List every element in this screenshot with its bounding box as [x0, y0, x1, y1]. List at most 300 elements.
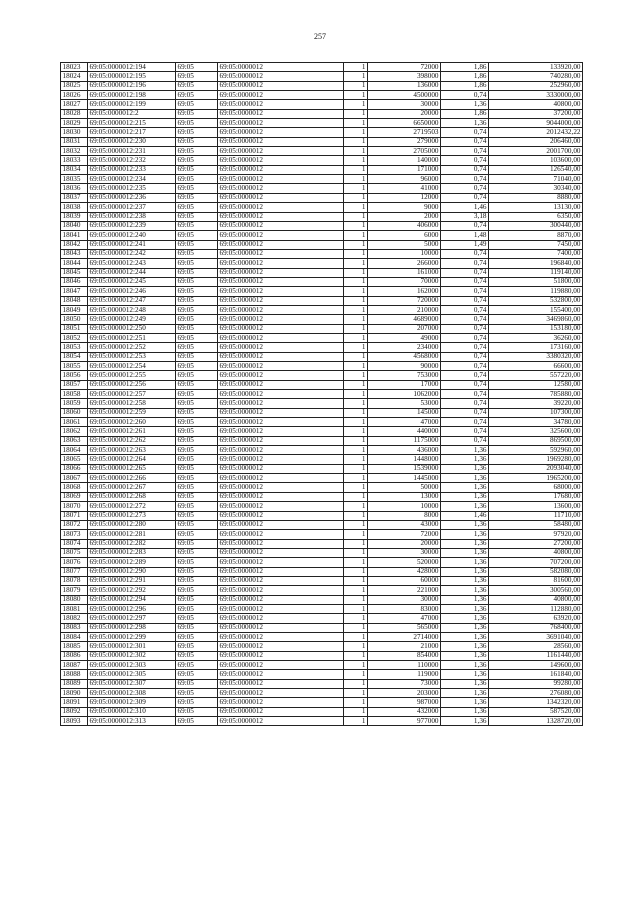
district-code-cell: 69:05 [176, 231, 218, 240]
cadastral-number-cell: 69:05:0000012:230 [88, 137, 176, 146]
cadastral-block-cell: 69:05:0000012 [218, 511, 344, 520]
cadastral-block-cell: 69:05:0000012 [218, 464, 344, 473]
count-cell: 1 [344, 147, 368, 156]
table-row [61, 343, 583, 352]
row-number-cell: 18065 [61, 455, 88, 464]
table-row [61, 324, 583, 333]
cadastral-value-cell: 206460,00 [489, 137, 583, 146]
count-cell: 1 [344, 240, 368, 249]
cadastral-number-cell: 69:05:0000012:253 [88, 352, 176, 361]
area-cell: 30000 [368, 100, 441, 109]
row-number-cell: 18059 [61, 399, 88, 408]
cadastral-value-cell: 34780,00 [489, 418, 583, 427]
table-row [61, 642, 583, 651]
row-number-cell: 18039 [61, 212, 88, 221]
district-code-cell: 69:05 [176, 558, 218, 567]
count-cell: 1 [344, 324, 368, 333]
cadastral-value-cell: 7450,00 [489, 240, 583, 249]
count-cell: 1 [344, 698, 368, 707]
coefficient-cell: 0,74 [441, 390, 489, 399]
coefficient-cell: 1,36 [441, 586, 489, 595]
coefficient-cell: 1,36 [441, 595, 489, 604]
coefficient-cell: 1,36 [441, 689, 489, 698]
count-cell: 1 [344, 670, 368, 679]
row-number-cell: 18070 [61, 502, 88, 511]
cadastral-block-cell: 69:05:0000012 [218, 184, 344, 193]
count-cell: 1 [344, 661, 368, 670]
count-cell: 1 [344, 511, 368, 520]
table-row [61, 455, 583, 464]
cadastral-value-table [60, 62, 583, 726]
coefficient-cell: 1,36 [441, 642, 489, 651]
district-code-cell: 69:05 [176, 502, 218, 511]
coefficient-cell: 1,86 [441, 109, 489, 118]
count-cell: 1 [344, 203, 368, 212]
cadastral-value-cell: 3691040,00 [489, 632, 583, 641]
area-cell: 161000 [368, 268, 441, 277]
area-cell: 13000 [368, 492, 441, 501]
cadastral-number-cell: 69:05:0000012:195 [88, 72, 176, 81]
coefficient-cell: 0,74 [441, 343, 489, 352]
count-cell: 1 [344, 165, 368, 174]
district-code-cell: 69:05 [176, 333, 218, 342]
count-cell: 1 [344, 175, 368, 184]
cadastral-number-cell: 69:05:0000012:302 [88, 651, 176, 660]
cadastral-number-cell: 69:05:0000012:281 [88, 530, 176, 539]
coefficient-cell: 1,36 [441, 614, 489, 623]
area-cell: 234000 [368, 343, 441, 352]
area-cell: 83000 [368, 604, 441, 613]
cadastral-value-cell: 582080,00 [489, 567, 583, 576]
cadastral-value-cell: 592960,00 [489, 446, 583, 455]
area-cell: 987000 [368, 698, 441, 707]
cadastral-number-cell: 69:05:0000012:217 [88, 128, 176, 137]
area-cell: 1062000 [368, 390, 441, 399]
cadastral-block-cell: 69:05:0000012 [218, 380, 344, 389]
cadastral-number-cell: 69:05:0000012:236 [88, 193, 176, 202]
cadastral-number-cell: 69:05:0000012:309 [88, 698, 176, 707]
area-cell: 47000 [368, 418, 441, 427]
area-cell: 5000 [368, 240, 441, 249]
cadastral-block-cell: 69:05:0000012 [218, 390, 344, 399]
coefficient-cell: 1,36 [441, 558, 489, 567]
district-code-cell: 69:05 [176, 698, 218, 707]
cadastral-number-cell: 69:05:0000012:251 [88, 333, 176, 342]
cadastral-number-cell: 69:05:0000012:268 [88, 492, 176, 501]
row-number-cell: 18081 [61, 604, 88, 613]
cadastral-block-cell: 69:05:0000012 [218, 259, 344, 268]
row-number-cell: 18069 [61, 492, 88, 501]
cadastral-value-cell: 707200,00 [489, 558, 583, 567]
cadastral-block-cell: 69:05:0000012 [218, 502, 344, 511]
cadastral-number-cell: 69:05:0000012:267 [88, 483, 176, 492]
area-cell: 6650000 [368, 119, 441, 128]
area-cell: 520000 [368, 558, 441, 567]
coefficient-cell: 1,36 [441, 698, 489, 707]
count-cell: 1 [344, 156, 368, 165]
count-cell: 1 [344, 586, 368, 595]
cadastral-value-cell: 785880,00 [489, 390, 583, 399]
cadastral-number-cell: 69:05:0000012:261 [88, 427, 176, 436]
cadastral-value-cell: 155400,00 [489, 305, 583, 314]
area-cell: 2705000 [368, 147, 441, 156]
row-number-cell: 18055 [61, 362, 88, 371]
row-number-cell: 18048 [61, 296, 88, 305]
count-cell: 1 [344, 91, 368, 100]
coefficient-cell: 1,36 [441, 455, 489, 464]
cadastral-block-cell: 69:05:0000012 [218, 530, 344, 539]
coefficient-cell: 0,74 [441, 193, 489, 202]
table-row [61, 240, 583, 249]
page-number: 257 [314, 32, 326, 41]
count-cell: 1 [344, 539, 368, 548]
count-cell: 1 [344, 623, 368, 632]
row-number-cell: 18030 [61, 128, 88, 137]
area-cell: 30000 [368, 595, 441, 604]
count-cell: 1 [344, 632, 368, 641]
district-code-cell: 69:05 [176, 446, 218, 455]
cadastral-block-cell: 69:05:0000012 [218, 492, 344, 501]
table-row [61, 100, 583, 109]
cadastral-number-cell: 69:05:0000012:273 [88, 511, 176, 520]
area-cell: 4568000 [368, 352, 441, 361]
cadastral-number-cell: 69:05:0000012:260 [88, 418, 176, 427]
table-row [61, 539, 583, 548]
cadastral-block-cell: 69:05:0000012 [218, 109, 344, 118]
district-code-cell: 69:05 [176, 651, 218, 660]
count-cell: 1 [344, 427, 368, 436]
cadastral-value-cell: 768400,00 [489, 623, 583, 632]
cadastral-value-cell: 8880,00 [489, 193, 583, 202]
count-cell: 1 [344, 343, 368, 352]
coefficient-cell: 0,74 [441, 184, 489, 193]
count-cell: 1 [344, 455, 368, 464]
area-cell: 2714000 [368, 632, 441, 641]
cadastral-block-cell: 69:05:0000012 [218, 679, 344, 688]
cadastral-block-cell: 69:05:0000012 [218, 642, 344, 651]
area-cell: 136000 [368, 81, 441, 90]
cadastral-block-cell: 69:05:0000012 [218, 324, 344, 333]
cadastral-number-cell: 69:05:0000012:280 [88, 520, 176, 529]
count-cell: 1 [344, 520, 368, 529]
district-code-cell: 69:05 [176, 119, 218, 128]
district-code-cell: 69:05 [176, 595, 218, 604]
area-cell: 21000 [368, 642, 441, 651]
count-cell: 1 [344, 408, 368, 417]
coefficient-cell: 1,36 [441, 632, 489, 641]
area-cell: 279000 [368, 137, 441, 146]
area-cell: 47000 [368, 614, 441, 623]
cadastral-value-cell: 3380320,00 [489, 352, 583, 361]
area-cell: 43000 [368, 520, 441, 529]
count-cell: 1 [344, 483, 368, 492]
row-number-cell: 18078 [61, 576, 88, 585]
cadastral-block-cell: 69:05:0000012 [218, 249, 344, 258]
row-number-cell: 18086 [61, 651, 88, 660]
area-cell: 6000 [368, 231, 441, 240]
cadastral-number-cell: 69:05:0000012:257 [88, 390, 176, 399]
cadastral-number-cell: 69:05:0000012:2 [88, 109, 176, 118]
area-cell: 49000 [368, 333, 441, 342]
coefficient-cell: 1,46 [441, 511, 489, 520]
cadastral-block-cell: 69:05:0000012 [218, 240, 344, 249]
table-row [61, 548, 583, 557]
count-cell: 1 [344, 380, 368, 389]
count-cell: 1 [344, 707, 368, 716]
table-row [61, 268, 583, 277]
area-cell: 1539000 [368, 464, 441, 473]
coefficient-cell: 1,36 [441, 492, 489, 501]
cadastral-number-cell: 69:05:0000012:310 [88, 707, 176, 716]
coefficient-cell: 0,74 [441, 137, 489, 146]
count-cell: 1 [344, 576, 368, 585]
count-cell: 1 [344, 642, 368, 651]
table-row [61, 427, 583, 436]
cadastral-value-cell: 11710,00 [489, 511, 583, 520]
coefficient-cell: 1,86 [441, 63, 489, 72]
district-code-cell: 69:05 [176, 268, 218, 277]
coefficient-cell: 0,74 [441, 165, 489, 174]
table-row [61, 651, 583, 660]
table-row [61, 305, 583, 314]
table-row [61, 109, 583, 118]
table-row [61, 380, 583, 389]
coefficient-cell: 0,74 [441, 175, 489, 184]
row-number-cell: 18073 [61, 530, 88, 539]
count-cell: 1 [344, 651, 368, 660]
count-cell: 1 [344, 63, 368, 72]
coefficient-cell: 1,46 [441, 203, 489, 212]
row-number-cell: 18063 [61, 436, 88, 445]
table-row [61, 277, 583, 286]
cadastral-number-cell: 69:05:0000012:289 [88, 558, 176, 567]
coefficient-cell: 0,74 [441, 418, 489, 427]
row-number-cell: 18074 [61, 539, 88, 548]
area-cell: 171000 [368, 165, 441, 174]
count-cell: 1 [344, 72, 368, 81]
table-row [61, 707, 583, 716]
cadastral-value-cell: 40800,00 [489, 595, 583, 604]
cadastral-number-cell: 69:05:0000012:241 [88, 240, 176, 249]
cadastral-block-cell: 69:05:0000012 [218, 689, 344, 698]
district-code-cell: 69:05 [176, 679, 218, 688]
table-row [61, 249, 583, 258]
coefficient-cell: 0,74 [441, 296, 489, 305]
table-row [61, 221, 583, 230]
cadastral-value-cell: 51800,00 [489, 277, 583, 286]
row-number-cell: 18087 [61, 661, 88, 670]
cadastral-block-cell: 69:05:0000012 [218, 305, 344, 314]
row-number-cell: 18076 [61, 558, 88, 567]
table-row [61, 137, 583, 146]
count-cell: 1 [344, 221, 368, 230]
cadastral-value-cell: 39220,00 [489, 399, 583, 408]
cadastral-number-cell: 69:05:0000012:246 [88, 287, 176, 296]
cadastral-block-cell: 69:05:0000012 [218, 72, 344, 81]
area-cell: 110000 [368, 661, 441, 670]
cadastral-number-cell: 69:05:0000012:290 [88, 567, 176, 576]
cadastral-value-cell: 2001700,00 [489, 147, 583, 156]
cadastral-number-cell: 69:05:0000012:291 [88, 576, 176, 585]
row-number-cell: 18071 [61, 511, 88, 520]
area-cell: 436000 [368, 446, 441, 455]
cadastral-block-cell: 69:05:0000012 [218, 446, 344, 455]
row-number-cell: 18092 [61, 707, 88, 716]
table-row [61, 502, 583, 511]
cadastral-number-cell: 69:05:0000012:294 [88, 595, 176, 604]
row-number-cell: 18023 [61, 63, 88, 72]
coefficient-cell: 0,74 [441, 380, 489, 389]
district-code-cell: 69:05 [176, 305, 218, 314]
cadastral-block-cell: 69:05:0000012 [218, 371, 344, 380]
cadastral-block-cell: 69:05:0000012 [218, 595, 344, 604]
area-cell: 753000 [368, 371, 441, 380]
coefficient-cell: 1,48 [441, 231, 489, 240]
cadastral-number-cell: 69:05:0000012:233 [88, 165, 176, 174]
table-row [61, 567, 583, 576]
count-cell: 1 [344, 333, 368, 342]
row-number-cell: 18036 [61, 184, 88, 193]
cadastral-block-cell: 69:05:0000012 [218, 436, 344, 445]
coefficient-cell: 0,74 [441, 427, 489, 436]
cadastral-block-cell: 69:05:0000012 [218, 128, 344, 137]
cadastral-value-cell: 40800,00 [489, 548, 583, 557]
cadastral-block-cell: 69:05:0000012 [218, 333, 344, 342]
count-cell: 1 [344, 296, 368, 305]
cadastral-value-cell: 557220,00 [489, 371, 583, 380]
area-cell: 96000 [368, 175, 441, 184]
row-number-cell: 18075 [61, 548, 88, 557]
district-code-cell: 69:05 [176, 548, 218, 557]
table-row [61, 446, 583, 455]
coefficient-cell: 1,36 [441, 679, 489, 688]
cadastral-block-cell: 69:05:0000012 [218, 362, 344, 371]
cadastral-block-cell: 69:05:0000012 [218, 474, 344, 483]
table-row [61, 689, 583, 698]
cadastral-number-cell: 69:05:0000012:299 [88, 632, 176, 641]
cadastral-value-cell: 7400,00 [489, 249, 583, 258]
row-number-cell: 18028 [61, 109, 88, 118]
count-cell: 1 [344, 492, 368, 501]
count-cell: 1 [344, 558, 368, 567]
cadastral-block-cell: 69:05:0000012 [218, 203, 344, 212]
table-row [61, 530, 583, 539]
cadastral-number-cell: 69:05:0000012:245 [88, 277, 176, 286]
district-code-cell: 69:05 [176, 418, 218, 427]
cadastral-number-cell: 69:05:0000012:235 [88, 184, 176, 193]
table-row [61, 63, 583, 72]
cadastral-number-cell: 69:05:0000012:259 [88, 408, 176, 417]
row-number-cell: 18088 [61, 670, 88, 679]
cadastral-value-cell: 68000,00 [489, 483, 583, 492]
cadastral-number-cell: 69:05:0000012:313 [88, 717, 176, 726]
area-cell: 145000 [368, 408, 441, 417]
cadastral-number-cell: 69:05:0000012:239 [88, 221, 176, 230]
table-row [61, 147, 583, 156]
cadastral-block-cell: 69:05:0000012 [218, 548, 344, 557]
row-number-cell: 18040 [61, 221, 88, 230]
table-row [61, 156, 583, 165]
coefficient-cell: 1,36 [441, 670, 489, 679]
cadastral-number-cell: 69:05:0000012:292 [88, 586, 176, 595]
area-cell: 72000 [368, 530, 441, 539]
cadastral-number-cell: 69:05:0000012:282 [88, 539, 176, 548]
cadastral-number-cell: 69:05:0000012:297 [88, 614, 176, 623]
count-cell: 1 [344, 249, 368, 258]
coefficient-cell: 1,49 [441, 240, 489, 249]
table-row [61, 717, 583, 726]
table-row [61, 418, 583, 427]
cadastral-value-cell: 869500,00 [489, 436, 583, 445]
row-number-cell: 18083 [61, 623, 88, 632]
district-code-cell: 69:05 [176, 240, 218, 249]
row-number-cell: 18082 [61, 614, 88, 623]
district-code-cell: 69:05 [176, 642, 218, 651]
row-number-cell: 18053 [61, 343, 88, 352]
cadastral-block-cell: 69:05:0000012 [218, 165, 344, 174]
cadastral-value-cell: 276080,00 [489, 689, 583, 698]
district-code-cell: 69:05 [176, 492, 218, 501]
cadastral-value-cell: 13130,00 [489, 203, 583, 212]
coefficient-cell: 0,74 [441, 371, 489, 380]
cadastral-value-cell: 8870,00 [489, 231, 583, 240]
coefficient-cell: 0,74 [441, 408, 489, 417]
cadastral-block-cell: 69:05:0000012 [218, 455, 344, 464]
area-cell: 203000 [368, 689, 441, 698]
table-row [61, 661, 583, 670]
row-number-cell: 18072 [61, 520, 88, 529]
cadastral-number-cell: 69:05:0000012:305 [88, 670, 176, 679]
row-number-cell: 18042 [61, 240, 88, 249]
count-cell: 1 [344, 277, 368, 286]
cadastral-block-cell: 69:05:0000012 [218, 343, 344, 352]
district-code-cell: 69:05 [176, 632, 218, 641]
cadastral-number-cell: 69:05:0000012:283 [88, 548, 176, 557]
row-number-cell: 18050 [61, 315, 88, 324]
row-number-cell: 18031 [61, 137, 88, 146]
district-code-cell: 69:05 [176, 408, 218, 417]
count-cell: 1 [344, 193, 368, 202]
cadastral-number-cell: 69:05:0000012:298 [88, 623, 176, 632]
row-number-cell: 18034 [61, 165, 88, 174]
district-code-cell: 69:05 [176, 165, 218, 174]
area-cell: 720000 [368, 296, 441, 305]
district-code-cell: 69:05 [176, 259, 218, 268]
row-number-cell: 18026 [61, 91, 88, 100]
row-number-cell: 18033 [61, 156, 88, 165]
table-row [61, 212, 583, 221]
district-code-cell: 69:05 [176, 483, 218, 492]
table-row [61, 175, 583, 184]
coefficient-cell: 0,74 [441, 268, 489, 277]
table-row [61, 399, 583, 408]
cadastral-number-cell: 69:05:0000012:248 [88, 305, 176, 314]
area-cell: 41000 [368, 184, 441, 193]
cadastral-value-cell: 252960,00 [489, 81, 583, 90]
cadastral-block-cell: 69:05:0000012 [218, 315, 344, 324]
coefficient-cell: 0,74 [441, 147, 489, 156]
count-cell: 1 [344, 362, 368, 371]
coefficient-cell: 1,36 [441, 539, 489, 548]
cadastral-block-cell: 69:05:0000012 [218, 632, 344, 641]
coefficient-cell: 1,36 [441, 717, 489, 726]
cadastral-value-cell: 6350,00 [489, 212, 583, 221]
table-row [61, 520, 583, 529]
cadastral-number-cell: 69:05:0000012:242 [88, 249, 176, 258]
district-code-cell: 69:05 [176, 661, 218, 670]
table-row [61, 390, 583, 399]
row-number-cell: 18044 [61, 259, 88, 268]
